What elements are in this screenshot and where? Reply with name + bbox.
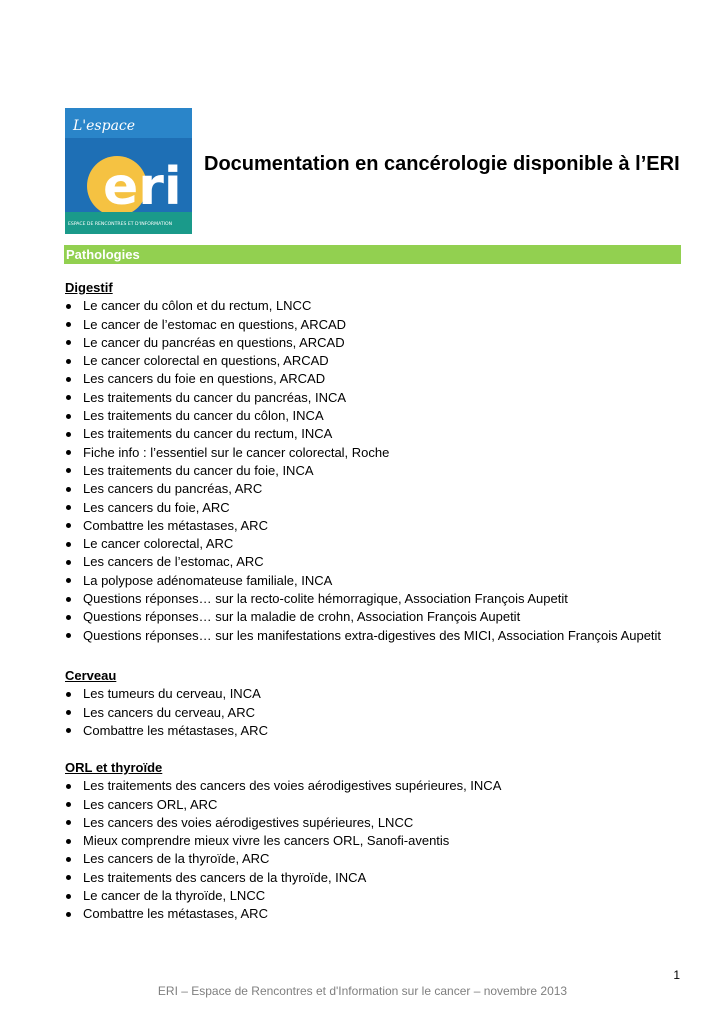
list-item: Le cancer de la thyroïde, LNCC (65, 887, 705, 905)
list-item: Combattre les métastases, ARC (65, 722, 705, 740)
eri-logo (65, 108, 192, 234)
list-item: Les traitements du cancer du pancréas, INCA (65, 389, 705, 407)
list-item: Les cancers du foie, ARC (65, 499, 705, 517)
list-item: Les cancers du cerveau, ARC (65, 704, 705, 722)
list-item: Les cancers du pancréas, ARC (65, 480, 705, 498)
section-pathologies-header: Pathologies (64, 245, 681, 264)
list-item: Questions réponses… sur la maladie de crohn, Association François Aupetit (65, 608, 705, 626)
list-item: Fiche info : l’essentiel sur le cancer colorectal, Roche (65, 444, 705, 462)
list-item: Le cancer de l’estomac en questions, ARCAD (65, 316, 705, 334)
list-item: Les cancers ORL, ARC (65, 796, 705, 814)
group-orl-thyroide (65, 759, 705, 924)
list-item: Les tumeurs du cerveau, INCA (65, 685, 705, 703)
list-item: Le cancer colorectal en questions, ARCAD (65, 352, 705, 370)
group-title-cerveau: Cerveau (65, 668, 117, 683)
list-item: Les cancers des voies aérodigestives supérieures, LNCC (65, 814, 705, 832)
group-title-orl-thyroide: ORL et thyroïde (65, 760, 163, 775)
page-number: 1 (673, 968, 680, 982)
logo-tagline: ESPACE DE RENCONTRES ET D'INFORMATION (68, 222, 173, 227)
list-item: Les cancers du foie en questions, ARCAD (65, 370, 705, 388)
list-item: Le cancer du pancréas en questions, ARCAD (65, 334, 705, 352)
list-item: Les traitements des cancers de la thyroïde, INCA (65, 869, 705, 887)
group-digestif (65, 279, 705, 645)
list-item: Mieux comprendre mieux vivre les cancers ORL, Sanofi-aventis (65, 832, 705, 850)
group-title-digestif: Digestif (65, 280, 113, 295)
list-item: Les cancers de la thyroïde, ARC (65, 850, 705, 868)
list-item: Les traitements du cancer du rectum, INCA (65, 425, 705, 443)
orl-thyroide-list (65, 777, 705, 923)
list-item: Les traitements du cancer du foie, INCA (65, 462, 705, 480)
list-item: Les traitements des cancers des voies aérodigestives supérieures, INCA (65, 777, 705, 795)
document-title: Documentation en cancérologie disponible à l’ERI (204, 153, 680, 175)
list-item: Le cancer colorectal, ARC (65, 535, 705, 553)
digestif-list (65, 297, 705, 645)
list-item: Les traitements du cancer du côlon, INCA (65, 407, 705, 425)
logo-eri-text: eri (103, 157, 182, 217)
list-item: Combattre les métastases, ARC (65, 517, 705, 535)
list-item: Les cancers de l’estomac, ARC (65, 553, 705, 571)
list-item: Questions réponses… sur la recto-colite hémorragique, Association François Aupetit (65, 590, 705, 608)
group-cerveau (65, 667, 705, 740)
logo-espace-text: L'espace (73, 118, 136, 134)
list-item: Combattre les métastases, ARC (65, 905, 705, 923)
list-item: Le cancer du côlon et du rectum, LNCC (65, 297, 705, 315)
list-item: La polypose adénomateuse familiale, INCA (65, 572, 705, 590)
list-item: Questions réponses… sur les manifestations extra-digestives des MICI, Association François Aupetit (65, 627, 705, 645)
page-footer: ERI – Espace de Rencontres et d'Information sur le cancer – novembre 2013 (157, 984, 568, 998)
cerveau-list (65, 685, 705, 740)
